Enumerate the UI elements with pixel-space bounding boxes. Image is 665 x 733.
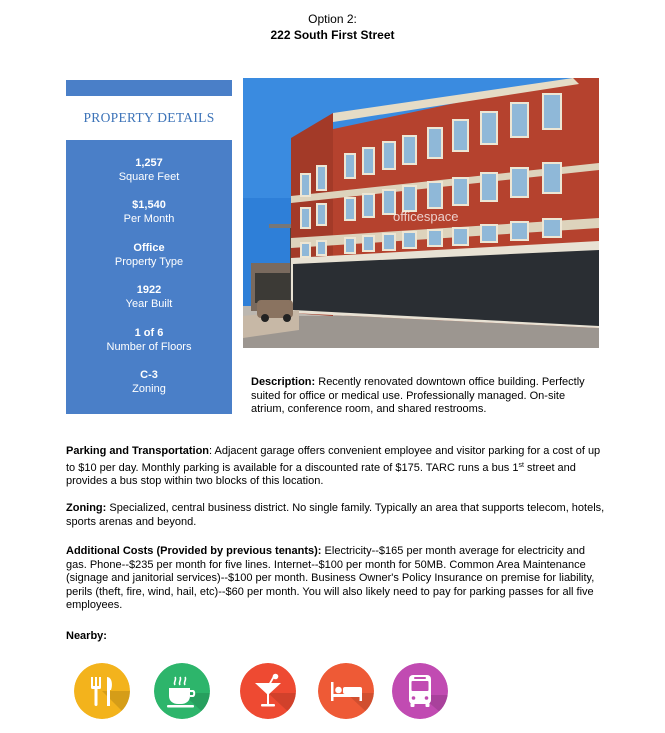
stat-value: C-3 [140, 368, 158, 381]
details-panel [66, 140, 232, 414]
property-details-card [66, 80, 232, 414]
nearby-heading: Nearby: [66, 630, 107, 642]
parking-label: Parking and Transportation [66, 445, 210, 457]
stat-label: Number of Floors [106, 340, 192, 353]
stat-label: Zoning [132, 382, 166, 395]
stat-square-feet [66, 156, 232, 198]
coffee-icon [154, 663, 210, 719]
stat-value: 1 of 6 [134, 326, 164, 339]
parking-ordinal: st [518, 461, 524, 469]
stat-label: Square Feet [118, 171, 180, 183]
bus-icon [392, 663, 448, 719]
stat-label: Year Built [125, 298, 173, 311]
page-header [0, 11, 665, 43]
parking-paragraph [66, 445, 606, 489]
stat-value: 1922 [136, 284, 162, 297]
bar-icon [240, 663, 296, 719]
stat-rent [66, 198, 232, 240]
details-heading: PROPERTY DETAILS [66, 96, 232, 140]
zoning-text: Specialized, central business district. No single family. Typically an area that supports telecom, hotels, sports arenas and beyond. [66, 502, 605, 528]
stat-floors [66, 326, 232, 368]
additional-costs-text: Electricity--$165 per month average for electricity and gas. Phone--$235 per month for five lines. Internet--$100 per month for 50MB. Common Area Maintenance (signage and janitorial services)--$100 per month. Business Owner's Policy Insurance on premise for liability, perils (theft, fire, wind, hail, etc)--$60 per month. You will also likely need to pay for parking passes for all five employees. [66, 545, 595, 612]
stat-label: Per Month [123, 213, 175, 226]
stat-property-type [66, 241, 232, 283]
option-label: Option 2: [308, 12, 357, 26]
additional-costs-paragraph [66, 545, 606, 613]
building-photo [243, 78, 599, 348]
details-top-bar [66, 80, 232, 96]
hotel-icon [318, 663, 374, 719]
stat-zoning [66, 368, 232, 410]
stat-value: Office [133, 241, 165, 254]
parking-text: : Adjacent garage offers convenient employee and visitor parking for a cost of up to $10 per day. Monthly parking is available for a discounted rate of $175. TARC runs a bus 1 [66, 445, 601, 474]
restaurant-icon [74, 663, 130, 719]
address-title: 222 South First Street [270, 28, 395, 42]
stat-value: $1,540 [132, 199, 166, 212]
description-label: Description: [251, 376, 316, 388]
nearby-icons [74, 663, 514, 719]
description-text: Recently renovated downtown office building. Perfectly suited for office or medical use. Professionally managed. On-site atrium, conference room, and shared restrooms. [251, 376, 585, 416]
description-paragraph [251, 376, 591, 417]
stat-label: Property Type [114, 255, 184, 268]
photo-watermark: officespace [393, 209, 459, 224]
zoning-label: Zoning: [66, 502, 107, 514]
additional-costs-label: Additional Costs (Provided by previous tenants): [66, 545, 322, 557]
stat-value: 1,257 [135, 157, 163, 169]
zoning-paragraph [66, 502, 606, 529]
stat-year-built [66, 283, 232, 325]
parking-text-cont: street and provides a bus stop within two blocks of this location. [66, 461, 576, 488]
